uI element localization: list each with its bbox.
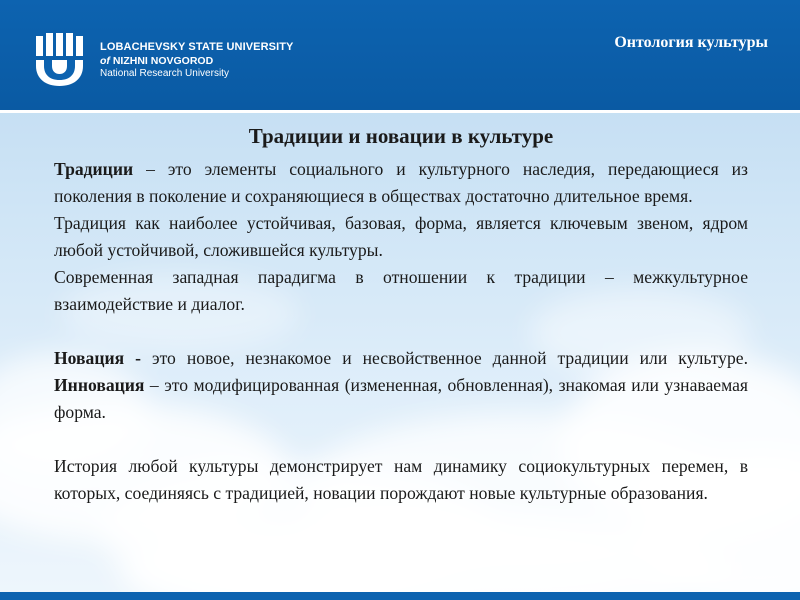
innovation-definition-text: – это модифицированная (измененная, обновленная), знакомая или узнаваемая форма. <box>54 375 748 422</box>
traditions-definition-text: – это элементы социального и культурного наследия, передающиеся из поколения в поколение и сохраняющиеся в обществах достаточно длительное время. <box>54 159 748 206</box>
slide-header <box>0 0 800 113</box>
novation-definition-text: это новое, незнакомое и несвойственное данной традиции или культуре. <box>141 348 748 368</box>
university-logo-icon <box>36 30 92 86</box>
logo-of: of <box>100 55 110 67</box>
bottom-band <box>0 592 800 600</box>
paragraph-culture-history: История любой культуры демонстрирует нам динамику социокультурных перемен, в которых, соединяясь с традицией, новации порождают новые культурные образования. <box>54 456 748 503</box>
paragraph-tradition-core: Традиция как наиболее устойчивая, базовая, форма, является ключевым звеном, ядром любой устойчивой, сложившейся культуры. <box>54 213 748 260</box>
slide-title: Традиции и новации в культуре <box>248 124 554 148</box>
course-title: Онтология культуры <box>614 34 768 51</box>
slide-content <box>54 122 748 507</box>
spacer <box>54 426 748 453</box>
logo-university-name: LOBACHEVSKY STATE UNIVERSITY <box>100 41 294 53</box>
paragraph-novation-innovation <box>54 345 748 426</box>
logo-city: NIZHNI NOVGOROD <box>112 55 214 67</box>
logo-subtitle: National Research University <box>100 68 229 79</box>
term-innovation: Инновация <box>54 375 145 395</box>
spacer <box>54 318 748 345</box>
term-traditions: Традиции <box>54 159 134 179</box>
paragraph-western-paradigm: Современная западная парадигма в отношении к традиции – межкультурное взаимодействие и диалог. <box>54 267 748 314</box>
paragraph-traditions-definition <box>54 156 748 210</box>
term-novation: Новация - <box>54 348 142 368</box>
logo-university-city <box>100 54 294 68</box>
university-logo-text <box>100 40 294 80</box>
